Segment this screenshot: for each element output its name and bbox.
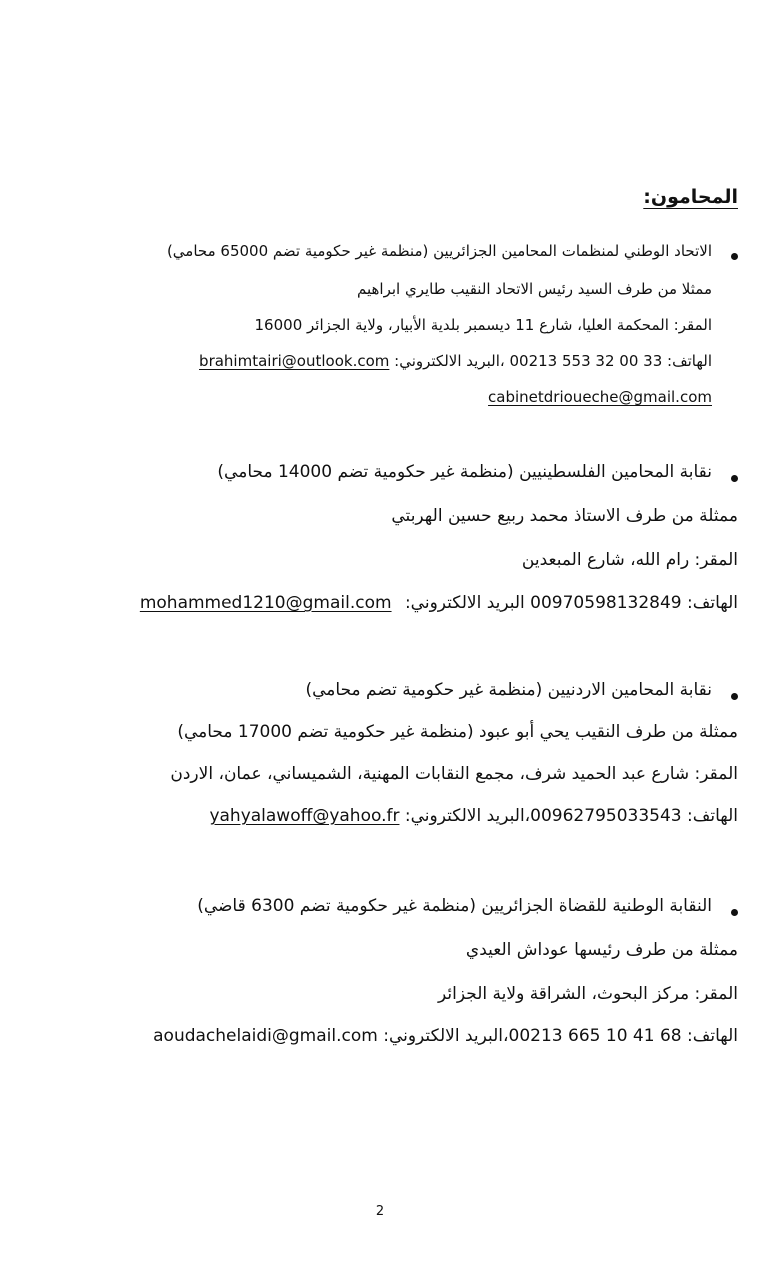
phone-label: الهاتف: 33 00 32 553 00213 ،البريد الالكتروني: — [394, 352, 712, 370]
org-name: الاتحاد الوطني لمنظمات المحامين الجزائريين (منظمة غير حكومية تضم 65000 محامي) — [166, 242, 712, 260]
email-link[interactable]: brahimtairi@outlook.com — [199, 352, 390, 370]
contact-line — [140, 595, 738, 612]
bullet-icon — [731, 253, 738, 260]
contact-line — [153, 1028, 738, 1045]
email-link-secondary[interactable]: cabinetdrioueche@gmail.com — [488, 388, 712, 406]
email-link[interactable]: yahyalawoff@yahoo.fr — [209, 806, 400, 826]
headquarters: المقر: مركز البحوث، الشراقة ولاية الجزائر — [438, 984, 738, 1004]
representative: ممثلة من طرف النقيب يحي أبو عبود (منظمة غير حكومية تضم 17000 محامي) — [177, 722, 738, 742]
contact-line — [199, 354, 712, 369]
contact-line — [209, 808, 738, 825]
headquarters: المقر: رام الله، شارع المبعدين — [521, 550, 738, 570]
org-name: النقابة الوطنية للقضاة الجزائريين (منظمة غير حكومية تضم 6300 قاضي) — [197, 896, 712, 916]
headquarters: المقر: شارع عبد الحميد شرف، مجمع النقابات المهنية، الشميساني، عمان، الاردن — [170, 764, 738, 784]
contact-line-2 — [488, 390, 712, 405]
representative: ممثلة من طرف رئيسها عوداش العيدي — [465, 940, 738, 960]
phone-label: الهاتف: 00970598132849 البريد الالكتروني: — [404, 593, 738, 613]
representative: ممثلة من طرف الاستاذ محمد ربيع حسين الهربتي — [391, 506, 738, 526]
org-name: نقابة المحامين الفلسطينيين (منظمة غير حكومية تضم 14000 محامي) — [217, 462, 712, 482]
page-number: 2 — [375, 1204, 385, 1219]
phone-label: الهاتف: 68 41 10 665 00213،البريد الالكتروني: — [383, 1026, 738, 1046]
section-heading: المحامون: — [643, 186, 738, 208]
email-text: aoudachelaidi@gmail.com — [153, 1026, 378, 1046]
email-link[interactable]: mohammed1210@gmail.com — [139, 593, 392, 613]
headquarters: المقر: المحكمة العليا، شارع 11 ديسمبر بلدية الأبيار، ولاية الجزائر 16000 — [254, 316, 712, 334]
representative: ممثلا من طرف السيد رئيس الاتحاد النقيب طايري ابراهيم — [357, 280, 712, 298]
bullet-icon — [731, 475, 738, 482]
bullet-icon — [731, 693, 738, 700]
org-name: نقابة المحامين الاردنيين (منظمة غير حكومية تضم محامي) — [305, 680, 712, 700]
phone-label: الهاتف: 00962795033543،البريد الالكتروني: — [404, 806, 738, 826]
bullet-icon — [731, 909, 738, 916]
